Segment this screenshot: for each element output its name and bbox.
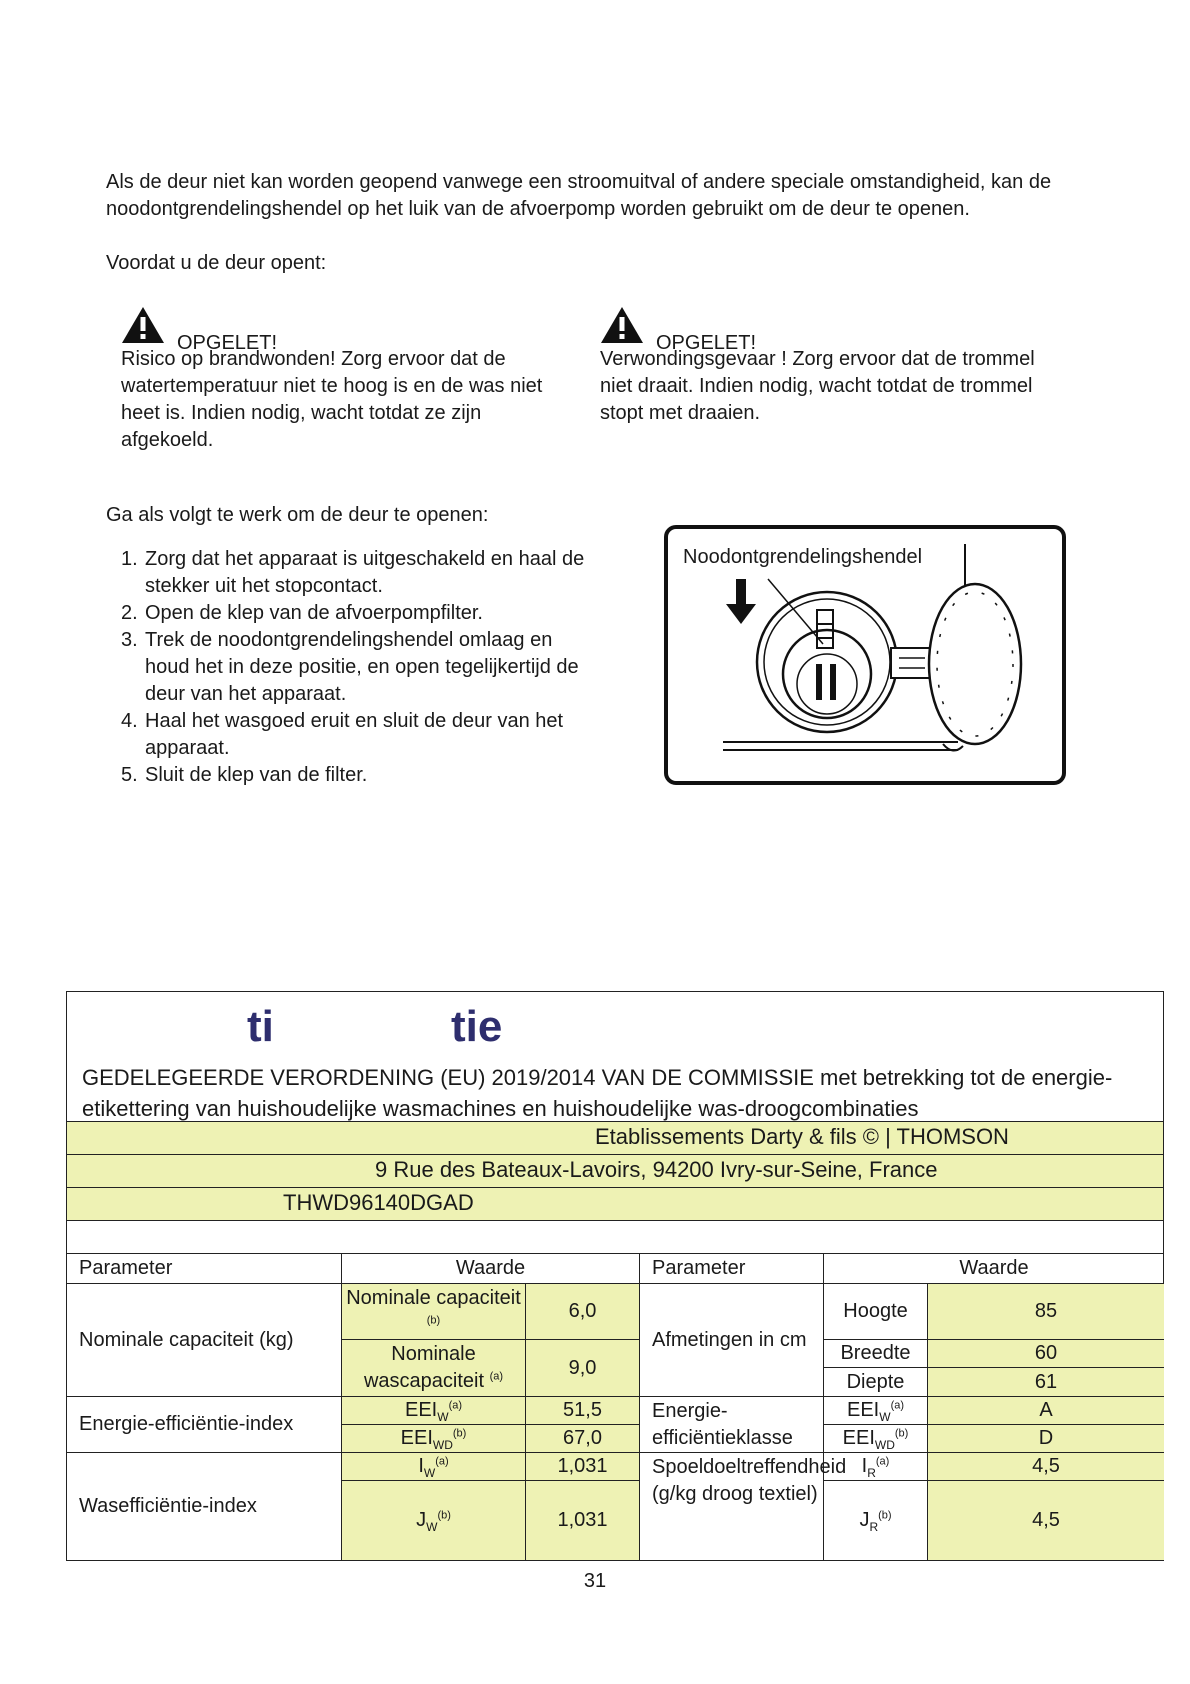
header-parameter: Parameter: [640, 1254, 824, 1284]
steps-list: [121, 546, 601, 789]
wash-efficiency-name: $I_W^{(a)}$: [342, 1453, 526, 1481]
warning-burn: [121, 306, 571, 454]
empty-row: [67, 1221, 1163, 1254]
warning-text: Risico op brandwonden! Zorg ervoor dat de watertemperatuur niet te hoog is en de was niet heet is. Indien nodig, wacht totdat ze zijn afgekoeld.: [121, 348, 543, 451]
capacity-value: 6,0: [526, 1284, 640, 1340]
step-item: 3. Trek de noodontgrendelingshendel omlaag en houd het in deze positie, en open tegelijkertijd de deur van het apparaat.: [121, 629, 579, 705]
warning-text: Verwondingsgevaar ! Zorg ervoor dat de trommel niet draait. Indien nodig, wacht totdat de trommel stopt met draaien.: [600, 348, 1035, 424]
header-parameter: Parameter: [67, 1254, 342, 1284]
capacity-name: Nominale capaciteit $^{(b)}$: [342, 1284, 526, 1340]
energy-class-name: $EEI_{WD}^{(b)}$: [824, 1425, 928, 1453]
supplier-name: Etablissements Darty & fils © | THOMSON: [595, 1124, 1009, 1149]
warning-title: OPGELET!: [177, 332, 278, 354]
dimension-value: 85: [928, 1284, 1164, 1340]
page-number: 31: [583, 1570, 607, 1592]
step-item: 2. Open de klep van de afvoerpompfilter.: [121, 602, 483, 624]
product-information-table: [66, 991, 1164, 1561]
eei-name: $EEI_{WD}^{(b)}$: [342, 1425, 526, 1453]
energy-class-value: A: [928, 1397, 1164, 1425]
header-value: Waarde: [824, 1254, 1164, 1284]
energy-class-name: $EEI_W^{(a)}$: [824, 1397, 928, 1425]
before-open-heading: Voordat u de deur opent:: [106, 252, 327, 274]
figure-label: Noodontgrendelingshendel: [683, 546, 923, 568]
warning-triangle-icon: [600, 306, 644, 344]
rinse-efficiency-name: $J_R^{(b)}$: [824, 1481, 928, 1560]
dimension-name: Hoogte: [824, 1284, 928, 1340]
energy-class-label: Energie-efficiëntieklasse: [640, 1397, 824, 1453]
wash-efficiency-name: $J_W^{(b)}$: [342, 1481, 526, 1560]
wash-efficiency-value: 1,031: [526, 1453, 640, 1481]
capacity-name: Nominale wascapaciteit $^{(a)}$: [342, 1340, 526, 1397]
emergency-release-figure: [663, 524, 1067, 786]
energy-class-value: D: [928, 1425, 1164, 1453]
rinse-efficiency-name: $I_R^{(a)}$: [824, 1453, 928, 1481]
supplier-row: [67, 1122, 1163, 1155]
product-info-title-fragment: ti: [247, 1002, 274, 1051]
step-item: 5. Sluit de klep van de filter.: [121, 764, 368, 786]
eei-value: 51,5: [526, 1397, 640, 1425]
model-row: [67, 1188, 1163, 1221]
eei-value: 67,0: [526, 1425, 640, 1453]
intro-paragraph: Als de deur niet kan worden geopend vanwege een stroomuitval of andere speciale omstandigheid, kan de noodontgrendelingshendel op het luik van de afvoerpomp worden gebruikt om de deur te openen.: [106, 171, 1052, 220]
eei-name: $EEI_W^{(a)}$: [342, 1397, 526, 1425]
header-value: Waarde: [342, 1254, 640, 1284]
capacity-value: 9,0: [526, 1340, 640, 1397]
model-identifier: THWD96140DGAD: [283, 1190, 474, 1215]
rinse-efficiency-label: Spoeldoeltreffendheid (g/kg droog textiel): [640, 1453, 824, 1560]
capacity-label: Nominale capaciteit (kg): [67, 1284, 342, 1397]
dimension-name: Diepte: [824, 1368, 928, 1397]
dimension-value: 61: [928, 1368, 1164, 1397]
wash-efficiency-value: 1,031: [526, 1481, 640, 1560]
address-row: [67, 1155, 1163, 1188]
warning-title: OPGELET!: [656, 332, 757, 354]
dimension-value: 60: [928, 1340, 1164, 1368]
wash-efficiency-label: Wasefficiëntie-index: [67, 1453, 342, 1560]
step-item: 1. Zorg dat het apparaat is uitgeschakeld en haal de stekker uit het stopcontact.: [121, 548, 585, 597]
product-info-title-fragment: tie: [451, 1002, 503, 1051]
steps-heading: Ga als volgt te werk om de deur te openen:: [106, 504, 489, 526]
dimension-name: Breedte: [824, 1340, 928, 1368]
rinse-efficiency-value: 4,5: [928, 1453, 1164, 1481]
warning-injury: [600, 306, 1050, 427]
product-info-header: [67, 992, 1163, 1122]
step-item: 4. Haal het wasgoed eruit en sluit de deur van het apparaat.: [121, 710, 564, 759]
dimensions-label: Afmetingen in cm: [640, 1284, 824, 1397]
supplier-address: 9 Rue des Bateaux-Lavoirs, 94200 Ivry-sur-Seine, France: [375, 1157, 938, 1182]
regulation-text: GEDELEGEERDE VERORDENING (EU) 2019/2014 VAN DE COMMISSIE met betrekking tot de energie-etikettering van huishoudelijke wasmachines en huishoudelijke was-droogcombinaties: [82, 1065, 1113, 1121]
warning-triangle-icon: [121, 306, 165, 344]
rinse-efficiency-value: 4,5: [928, 1481, 1164, 1560]
eei-label: Energie-efficiëntie-index: [67, 1397, 342, 1453]
